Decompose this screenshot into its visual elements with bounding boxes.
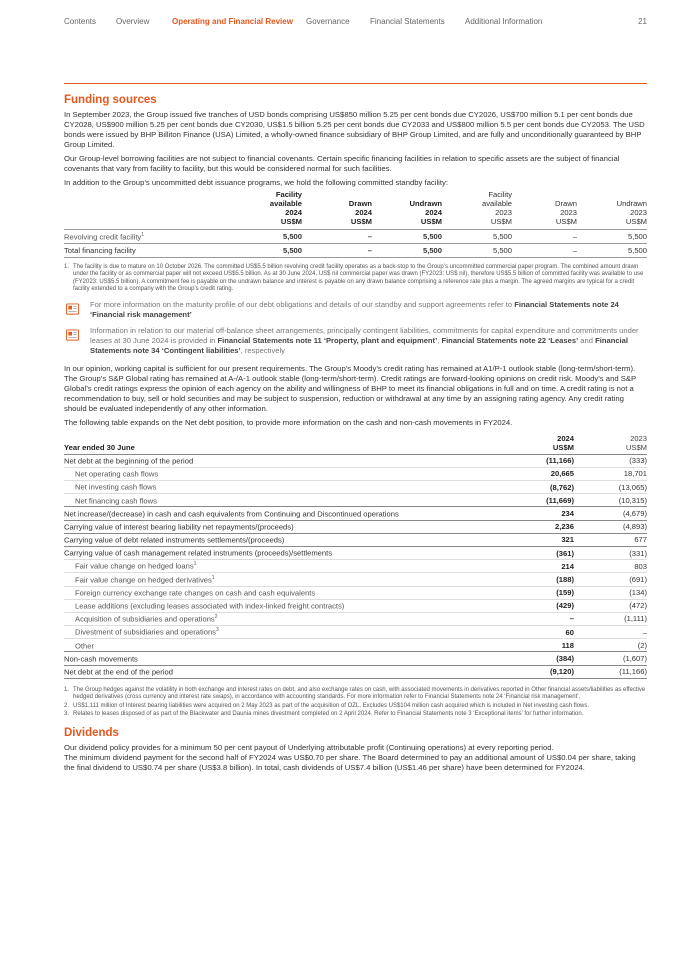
value-2024: 321 xyxy=(484,533,574,546)
value-2023: (10,315) xyxy=(574,494,647,507)
value-2024: (11,166) xyxy=(484,454,574,467)
value-2023: (331) xyxy=(574,546,647,559)
nav-overview[interactable]: Overview xyxy=(116,17,150,26)
table-row xyxy=(64,507,647,520)
nav-governance[interactable]: Governance xyxy=(306,17,350,26)
net-debt-table xyxy=(64,434,647,679)
value-2024: 20,665 xyxy=(484,467,574,480)
table-row xyxy=(64,586,647,599)
link-note-11[interactable]: Financial Statements note 11 ‘Property, plant and equipment’ xyxy=(217,335,438,345)
row-label: Foreign currency exchange rate changes on cash and cash equivalents xyxy=(64,586,484,599)
value-2023: (691) xyxy=(574,573,647,586)
nav-additional-information[interactable]: Additional Information xyxy=(465,17,543,26)
row-label: Acquisition of subsidiaries and operations$^2$ xyxy=(64,612,484,625)
value-2024: (384) xyxy=(484,652,574,665)
row-label: Fair value change on hedged loans$^1$ xyxy=(64,560,484,573)
link-note-24[interactable]: Financial Statements note 24 ‘Financial risk management’ xyxy=(90,299,619,319)
table-row: Total financing facility 5,500 – 5,500 5,500 – 5,500 xyxy=(64,244,647,258)
top-navigation xyxy=(64,17,647,31)
info-note-risk-management: For more information on the maturity profile of our debt obligations and details of our standby and support agreements refer to Financial Statements note 24 ‘Financial risk management’ xyxy=(64,300,647,320)
table-row xyxy=(64,494,647,507)
value-2023: 677 xyxy=(574,533,647,546)
row-label: Carrying value of interest bearing liability net repayments/(proceeds) xyxy=(64,520,484,533)
row-label: Divestment of subsidiaries and operations$^3$ xyxy=(64,626,484,639)
value-2023: (2) xyxy=(574,639,647,652)
table-row xyxy=(64,573,647,586)
value-2024: (11,669) xyxy=(484,494,574,507)
dividends-heading: Dividends xyxy=(64,727,119,740)
table-row xyxy=(64,560,647,573)
net-debt-footnotes xyxy=(64,687,647,719)
value-2023: (4,679) xyxy=(574,507,647,520)
table-row xyxy=(64,467,647,480)
funding-sources-heading: Funding sources xyxy=(64,94,157,106)
footnote: 2. US$1,111 million of Interest bearing liabilities were acquired on 2 May 2023 as part of the acquisition of OZL. Excludes US$104 million cash acquired which is included in Net investing cash flows. xyxy=(64,702,590,709)
nav-operating-financial-review[interactable]: Operating and Financial Review xyxy=(172,17,293,26)
value-2023: – xyxy=(574,626,647,639)
value-2023: (472) xyxy=(574,599,647,612)
row-label: Non-cash movements xyxy=(64,652,484,665)
nav-financial-statements[interactable]: Financial Statements xyxy=(370,17,445,26)
dividends-paragraph-1: Our dividend policy provides for a minimum 50 per cent payout of Underlying attributable profit (Continuing operations) at every reporting period. The minimum dividend payment for the second half of FY2024 was US$0.70 per share. The Board determined to pay an additional amount of US$0.04 per share, taking the final dividend to US$0.74 per share (US$3.8 billion). In total, cash dividends of US$7.4 billion (US$1.46 per share) have been determined for FY2024. xyxy=(64,743,636,773)
header-divider xyxy=(64,83,647,84)
working-capital-paragraph: In our opinion, working capital is sufficient for our present requirements. The Group’s Moody’s credit rating has remained at A1/P-1 outlook stable (long-term/short-term). The Group’s S&P Global rating has remained at A-/A-1 outlook stable (long-term/short-term). Credit ratings are forward-looking opinions on credit risk. Moody’s and S&P Global’s credit ratings express the opinion of each agency on the ability and willingness of BHP to meet its financial obligations in full and on time. A credit rating is not a recommendation to buy, sell or hold securities and may be subject to suspension, reduction or withdrawal at any time by an assigning rating agency. Any credit rating should be evaluated independently of any other information. xyxy=(64,363,636,413)
row-label: Net increase/(decrease) in cash and cash equivalents from Continuing and Discontinued operations xyxy=(64,507,484,520)
table-row xyxy=(64,626,647,639)
table-row xyxy=(64,665,647,678)
row-label: Net financing cash flows xyxy=(64,494,484,507)
facility-col-header: Drawn 2024 US$M xyxy=(348,199,372,226)
funding-paragraph-1: In September 2023, the Group issued five tranches of USD bonds comprising US$850 million 5.25 per cent bonds due CY2026, US$700 million 5.1 per cent bonds due CY2028, US$900 million 5.25 per cent bonds due CY2030, US$1.5 billion 5.25 per cent bonds due CY2033 and US$800 million 5.5 per cent bonds due CY2053. The USD bonds were issued by BHP Billiton Finance (USA) Limited, a wholly-owned finance subsidiary of BHP Group Limited, and are fully and unconditionally guaranteed by BHP Group Limited. xyxy=(64,110,645,149)
facility-col-header: Undrawn 2024 US$M xyxy=(409,199,442,226)
funding-paragraph-3: In addition to the Group’s uncommitted debt issuance programs, we hold the following committed standby facility: xyxy=(64,178,449,187)
value-2024: 2,236 xyxy=(484,520,574,533)
value-2024: 60 xyxy=(484,626,574,639)
facility-table-header xyxy=(64,190,647,230)
row-label: Other xyxy=(64,639,484,652)
link-note-34[interactable]: Financial Statements note 34 ‘Contingent liabilities’ xyxy=(90,335,628,355)
table-row xyxy=(64,454,647,467)
nav-contents[interactable]: Contents xyxy=(64,17,97,26)
table-row xyxy=(64,520,647,533)
table-row: Revolving credit facility$^1$ 5,500 – 5,500 5,500 – 5,500 xyxy=(64,230,647,244)
table-row xyxy=(64,599,647,612)
info-note-off-balance: Information in relation to our material off-balance sheet arrangements, principally contingent liabilities, commitments for capital expenditure and commitments under leases at 30 June 2024 is provided in Financial Statements note 11 ‘Property, plant and equipment’, Financial Statements note 22 ‘Leases’ and Financial Statements note 34 ‘Contingent liabilities’, respectively xyxy=(64,326,647,356)
table-row xyxy=(64,612,647,625)
net-debt-intro: The following table expands on the Net debt position, to provide more information on the cash and non-cash movements in FY2024. xyxy=(64,417,513,427)
document-reference-icon xyxy=(66,303,79,316)
facility-col-header: Facility available 2024 US$M xyxy=(269,190,302,226)
value-2024: (188) xyxy=(484,573,574,586)
table-row xyxy=(64,639,647,652)
facility-col-header: Facility available 2023 US$M xyxy=(482,190,512,226)
row-label: Net debt at the beginning of the period xyxy=(64,454,484,467)
facility-table xyxy=(64,190,647,258)
footnote: 3. Relates to leases disposed of as part of the Blackwater and Daunia mines divestment completed on 2 April 2024. Refer to Financial Statements note 3 ‘Exceptional items’ for further information. xyxy=(64,711,584,718)
table-row xyxy=(64,481,647,494)
value-2024: (429) xyxy=(484,599,574,612)
facility-col-header: Undrawn 2023 US$M xyxy=(616,199,647,226)
table-row xyxy=(64,546,647,559)
value-2023: (1,111) xyxy=(574,612,647,625)
value-2024: – xyxy=(484,612,574,625)
value-2023: (13,065) xyxy=(574,481,647,494)
value-2023: (4,893) xyxy=(574,520,647,533)
footnote: 1. The Group hedges against the volatility in both exchange and interest rates on debt, and also exchange rates on cash, with associated movements in derivatives reported in Other financial assets/liabilities as effective hedged derivatives (cross currency and interest rate swaps), in accordance with accounting standards. For more information refer to Financial Statements note 24 ‘Financial risk management’. xyxy=(64,686,646,701)
row-label: Net operating cash flows xyxy=(64,467,484,480)
value-2023: (1,607) xyxy=(574,652,647,665)
document-reference-icon xyxy=(66,329,79,342)
value-2023: (11,166) xyxy=(574,665,647,678)
value-2024: (159) xyxy=(484,586,574,599)
value-2023: 803 xyxy=(574,560,647,573)
table-row xyxy=(64,652,647,665)
value-2024: (361) xyxy=(484,546,574,559)
value-2023: (333) xyxy=(574,454,647,467)
value-2024: 118 xyxy=(484,639,574,652)
main-content xyxy=(64,94,647,773)
row-label: Fair value change on hedged derivatives$^1$ xyxy=(64,573,484,586)
value-2024: (9,120) xyxy=(484,665,574,678)
row-label: Lease additions (excluding leases associated with index-linked freight contracts) xyxy=(64,599,484,612)
value-2023: (134) xyxy=(574,586,647,599)
row-label: Net investing cash flows xyxy=(64,481,484,494)
row-label: Carrying value of debt related instruments settlements/(proceeds) xyxy=(64,533,484,546)
row-label: Net debt at the end of the period xyxy=(64,665,484,678)
link-note-22[interactable]: Financial Statements note 22 ‘Leases’ xyxy=(441,335,579,345)
facility-col-header: Drawn 2023 US$M xyxy=(555,199,577,226)
value-2024: 234 xyxy=(484,507,574,520)
value-2024: 214 xyxy=(484,560,574,573)
row-label: Carrying value of cash management related instruments (proceeds)/settlements xyxy=(64,546,484,559)
funding-paragraph-2: Our Group-level borrowing facilities are not subject to financial covenants. Certain specific financing facilities in relation to specific assets are the subject of financial covenants that vary from facility to facility, but this would be considered normal for such facilities. xyxy=(64,154,620,173)
value-2023: 18,701 xyxy=(574,467,647,480)
net-debt-rows xyxy=(64,454,647,678)
facility-footnote: 1. The facility is due to mature on 10 October 2026. The committed US$5.5 billion revolving credit facility operates as a back-stop to the Group’s uncommitted commercial paper program. The combined amount drawn under the facility or as commercial paper will not exceed US$5.5 billion. As at 30 June 2024, US$ nil commercial paper was drawn (FY2023: US$ nil), therefore US$5.5 billion of committed facility was available to use (FY2023: US$5.5 billion). A commitment fee is payable on the undrawn balance and interest is payable on any drawn balance comprising a reference rate plus a margin. The agreed margins are typical for a credit facility extended to a company with the Group’s credit rating. xyxy=(64,264,644,293)
table-row xyxy=(64,533,647,546)
page-number: 21 xyxy=(638,17,647,26)
value-2024: (8,762) xyxy=(484,481,574,494)
net-debt-header: Year ended 30 June 2024 US$M 2023 US$M xyxy=(64,433,647,452)
